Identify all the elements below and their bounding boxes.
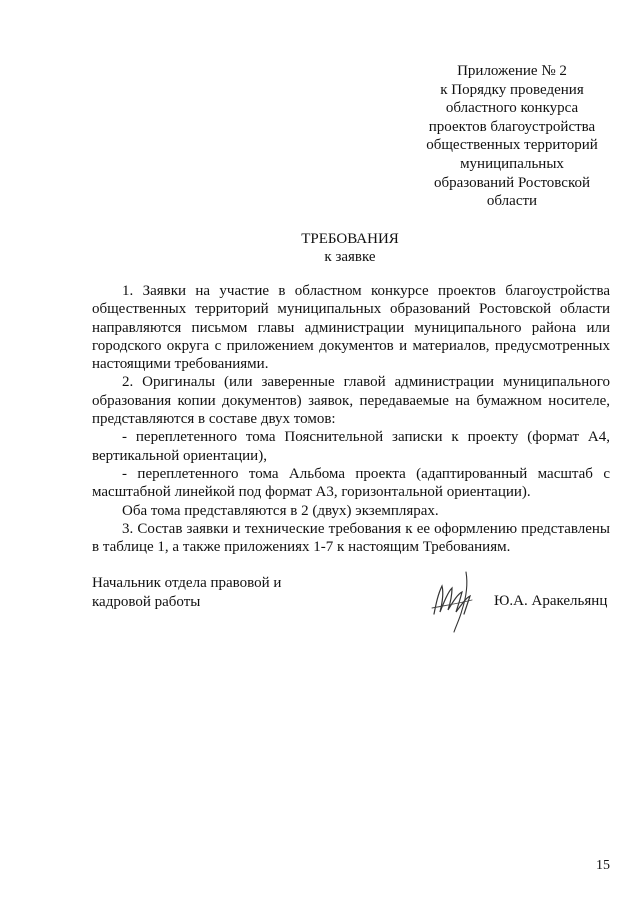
position-line: Начальник отдела правовой и (92, 575, 282, 591)
appendix-line: Приложение № 2 (457, 63, 567, 79)
appendix-line: области (486, 193, 538, 210)
paragraph: Оба тома представляются в 2 (двух) экземплярах. (122, 502, 439, 519)
page-number: 15 (596, 858, 610, 873)
paragraph: 1. Заявки на участие в областном конкурсе проектов благоустройства общественных территорий муниципальных образований Ростовской области направляются письмом главы администрации муниципального района или городского округа с приложением документов и материалов, предусмотренных настоящими требованиями. (92, 283, 610, 373)
position-line: кадровой работы (92, 594, 201, 610)
title-subheading: к заявке (324, 249, 376, 265)
appendix-line: общественных территорий (426, 137, 598, 154)
document-title (0, 230, 640, 266)
handwritten-signature (426, 564, 490, 634)
appendix-line: образований Ростовской (433, 174, 591, 191)
paragraph: 2. Оригиналы (или заверенные главой администрации муниципального образования копии документов) заявок, передаваемые на бумажном носителе, представляются в составе двух томов: (92, 374, 610, 428)
appendix-line: к Порядку проведения (440, 81, 584, 98)
title-heading: ТРЕБОВАНИЯ (301, 231, 399, 247)
appendix-line: муниципальных (460, 155, 564, 172)
document-body (92, 282, 610, 556)
paragraph: 3. Состав заявки и технические требования к ее оформлению представлены в таблице 1, а также приложениях 1-7 к настоящим Требованиям. (92, 520, 610, 556)
appendix-header (396, 62, 628, 211)
paragraph: - переплетенного тома Пояснительной записки к проекту (формат А4, вертикальной ориентации), (92, 429, 610, 464)
appendix-line: областного конкурса (445, 100, 579, 117)
appendix-line: проектов благоустройства (428, 118, 596, 135)
signatory-position (92, 574, 281, 612)
paragraph: - переплетенного тома Альбома проекта (адаптированный масштаб с масштабной линейкой под формат А3, горизонтальной ориентации). (92, 465, 610, 501)
signatory-name: Ю.А. Аракельянц (494, 593, 608, 609)
